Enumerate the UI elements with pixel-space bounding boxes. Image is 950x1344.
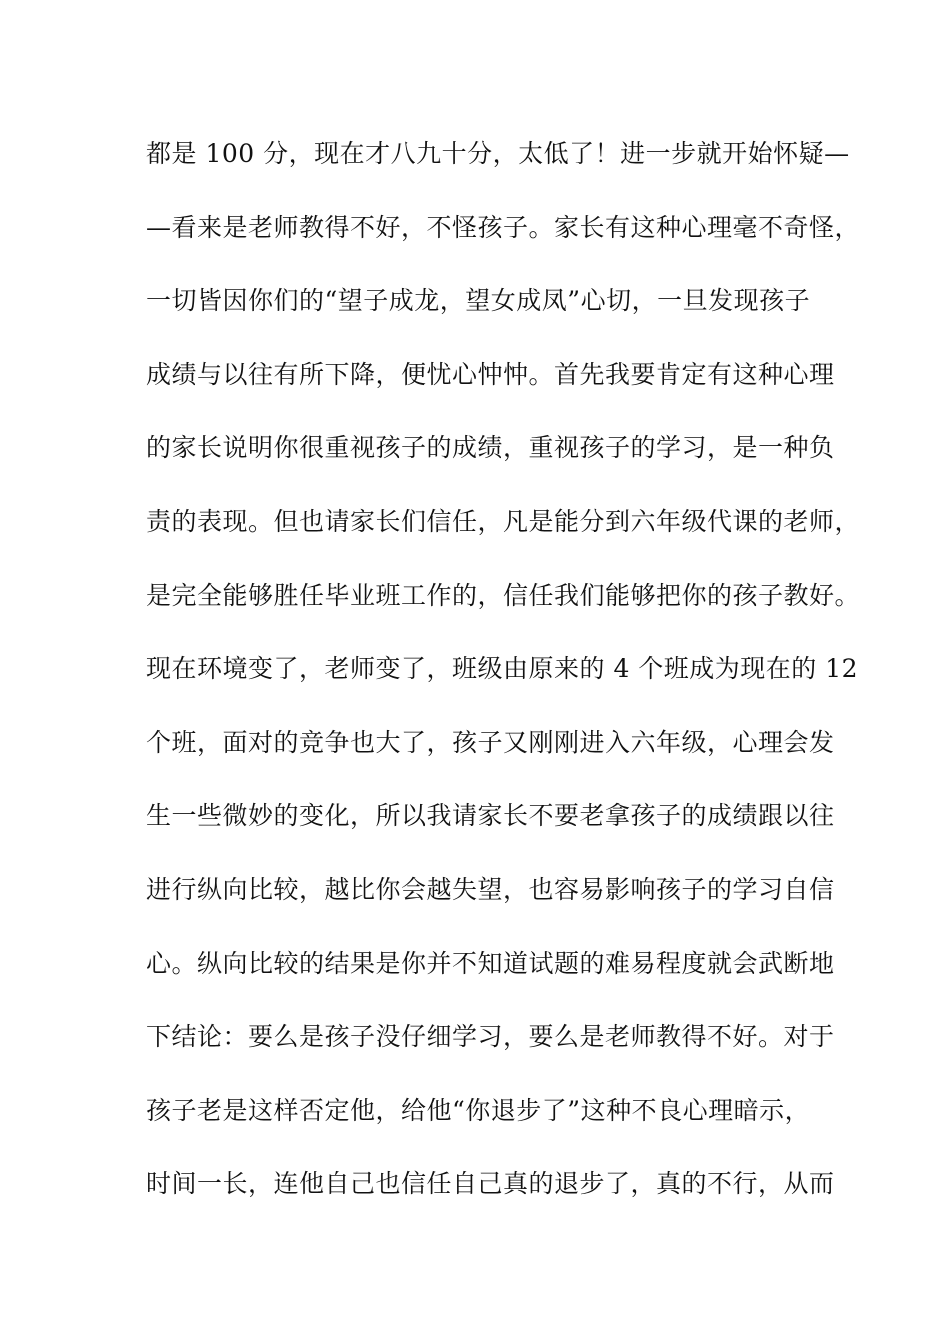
text-line: 现在环境变了，老师变了，班级由原来的 4 个班成为现在的 12 (146, 654, 859, 684)
text-line: 心。纵向比较的结果是你并不知道试题的难易程度就会武断地 (146, 948, 835, 978)
text-line: 成绩与以往有所下降，便忧心忡忡。首先我要肯定有这种心理 (146, 359, 835, 389)
text-line: 是完全能够胜任毕业班工作的，信任我们能够把你的孩子教好。 (146, 580, 861, 610)
text-line: 生一些微妙的变化，所以我请家长不要老拿孩子的成绩跟以往 (146, 801, 835, 831)
text-line: 都是 100 分，现在才八九十分，太低了！进一步就开始怀疑— (146, 139, 850, 168)
text-line: 个班，面对的竞争也大了，孩子又刚刚进入六年级，心理会发 (146, 727, 835, 757)
text-line: —看来是老师教得不好，不怪孩子。家长有这种心理毫不奇怪， (146, 212, 861, 242)
body-text (146, 132, 861, 1236)
text-line: 一切皆因你们的“望子成龙，望女成凤”心切，一旦发现孩子 (146, 286, 811, 316)
text-line: 下结论：要么是孩子没仔细学习，要么是老师教得不好。对于 (146, 1022, 835, 1052)
text-line: 的家长说明你很重视孩子的成绩，重视孩子的学习，是一种负 (146, 433, 835, 463)
text-line: 时间一长，连他自己也信任自己真的退步了，真的不行，从而 (146, 1169, 835, 1199)
text-line: 孩子老是这样否定他，给他“你退步了”这种不良心理暗示， (146, 1095, 811, 1125)
text-line: 责的表现。但也请家长们信任，凡是能分到六年级代课的老师， (146, 506, 861, 536)
text-line: 进行纵向比较，越比你会越失望，也容易影响孩子的学习自信 (146, 874, 835, 904)
